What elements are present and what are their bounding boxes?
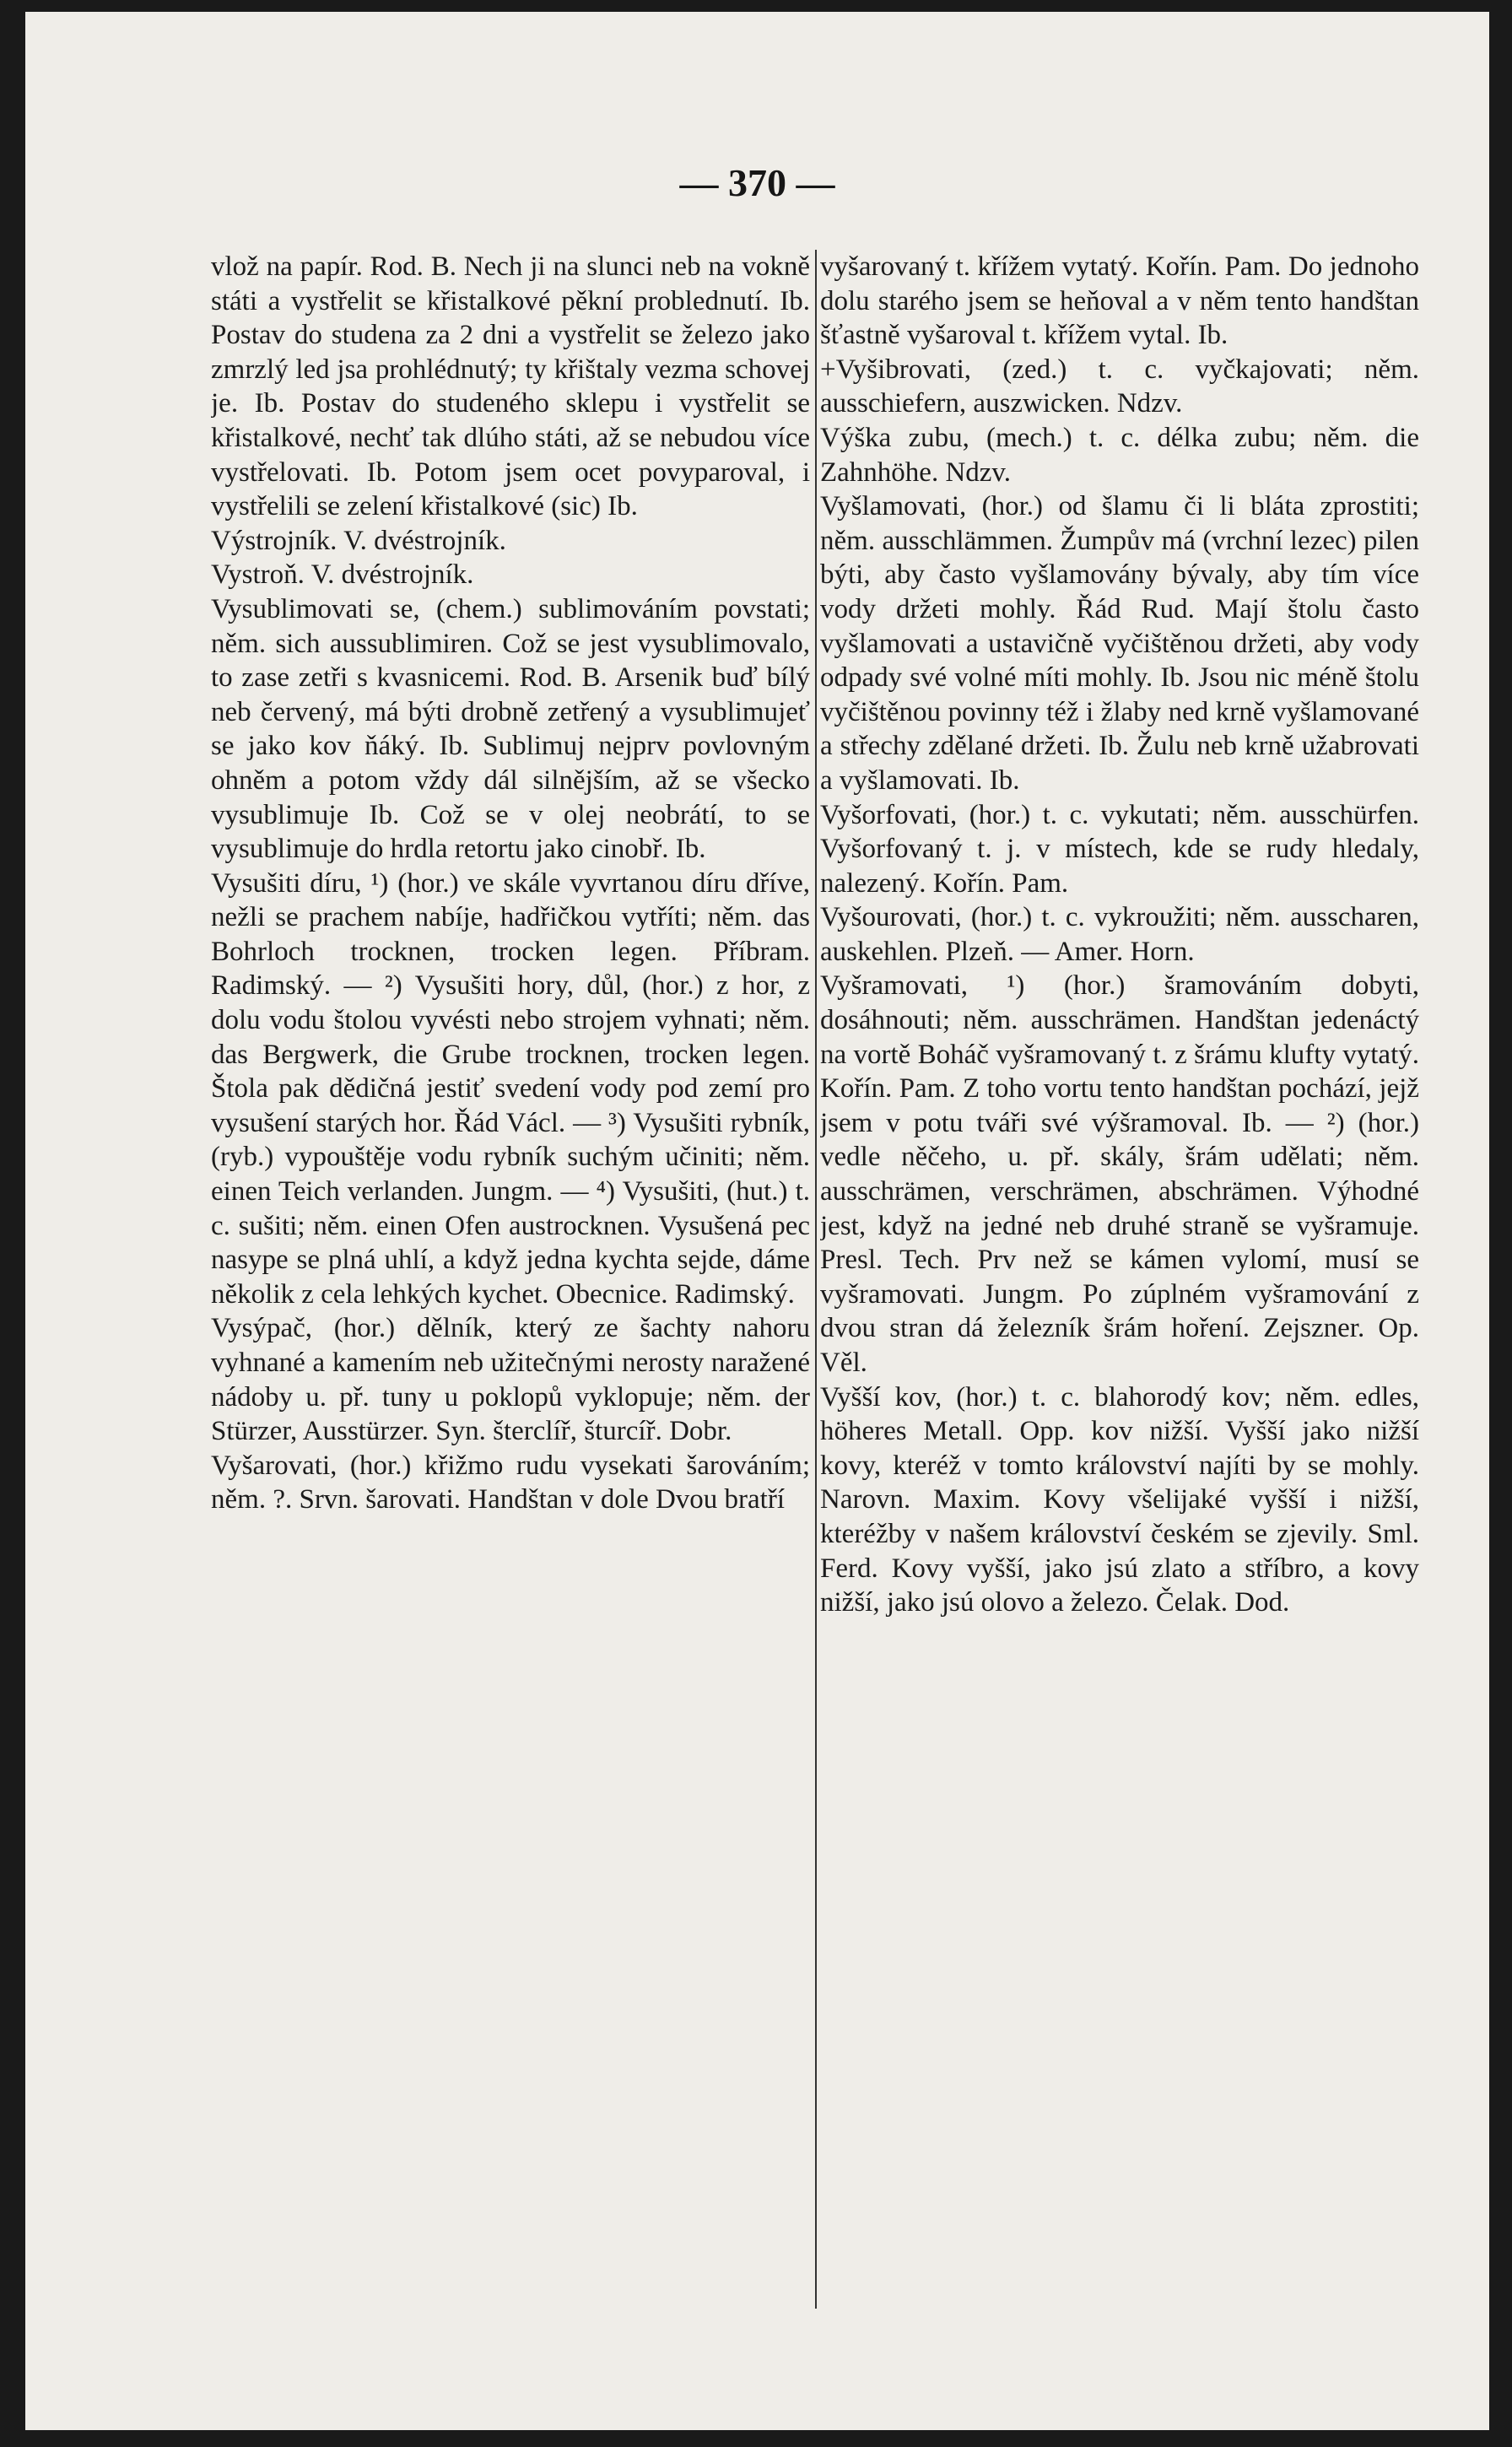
entry-vyssi-kov: Vyšší kov, (hor.) t. c. blahorodý kov; něm. edles, höheres Metall. Opp. kov nižší. Vyšší jako nižší kovy, kteréž v tomto království najíti by se mohly. Narovn. Maxim. Kovy všelijaké vyšší i nižší, kteréžby v našem království českém se zjevily. Sml. Ferd. Kovy vyšší, jako jsú zlato a stříbro, a kovy nižší, jako jsú olovo a železo. Čelak. Dod. — [820, 1381, 1419, 1618]
entry-vyska-zubu: Výška zubu, (mech.) t. c. délka zubu; něm. die Zahnhöhe. Ndzv. — [820, 422, 1419, 488]
entry-vystrojnik: Výstrojník. V. dvéstrojník. — [211, 525, 506, 556]
entry-continuation: vlož na papír. Rod. B. Nech ji na slunci neb na vokně státi a vystřelit se křistalkové pěkní problednutí. Ib. Postav do studena za 2 dni a vystřelit se železo jako zmrzlý led jsa prohlédnutý; ty křištaly vezma schovej je. Ib. Postav do studeného sklepu i vystřelit se křistalkové, nechť tak dlúho státi, až se nebudou více vystřelovati. Ib. Potom jsem ocet povyparoval, i vystřelili se zelení křistalkové (sic) Ib. — [211, 251, 810, 522]
column-divider — [815, 250, 817, 2309]
entry-vysibrovati: +Vyšibrovati, (zed.) t. c. vyčkajovati; něm. ausschiefern, auszwicken. Ndzv. — [820, 354, 1419, 419]
entry-vysourovati: Vyšourovati, (hor.) t. c. vykroužiti; něm. ausscharen, auskehlen. Plzeň. — Amer. Horn. — [820, 902, 1419, 967]
entry-vystron: Vystroň. V. dvéstrojník. — [211, 559, 474, 591]
dictionary-page — [25, 12, 1489, 2430]
left-column — [211, 250, 810, 2359]
entry-vysusiti: Vysušiti díru, ¹) (hor.) ve skále vyvrtanou díru dříve, nežli se prachem nabíje, hadřičkou vytříti; něm. das Bohrloch trocknen, trocken legen. Příbram. Radimský. — ²) Vysušiti hory, důl, (hor.) z hor, z dolu vodu štolou vyvésti nebo strojem vyhnati; něm. das Bergwerk, die Grube trocknen, trocken legen. Štola pak dědičná jestiť svedení vody pod zemí pro vysušení starých hor. Řád Václ. — ³) Vysušiti rybník, (ryb.) vypouštěje vodu rybník suchým učiniti; něm. einen Teich verlanden. Jungm. — ⁴) Vysušiti, (hut.) t. c. sušiti; něm. einen Ofen austrocknen. Vysušená pec nasype se plná uhlí, a když jedna kychta sejde, dáme několik z cela lehkých kychet. Obecnice. Radimský. — [211, 867, 810, 1310]
entry-vysramovati: Vyšramovati, ¹) (hor.) šramováním dobyti, dosáhnouti; něm. ausschrämen. Handštan jedenáctý na vortě Boháč vyšramovaný t. z šrámu klufty vytatý. Kořín. Pam. Z toho vortu tento handštan pochází, jejž jsem v potu tváři své výšramoval. Ib. — ²) (hor.) vedle něčeho, u. př. skály, šrám udělati; něm. ausschrämen, verschrämen, abschrämen. Výhodné jest, když na jedné neb druhé straně se vyšramuje. Presl. Tech. Prv než se kámen vylomí, musí se vyšramovati. Jungm. Po zúplném vyšramování z dvou stran dá železník šrám hoření. Zejszner. Op. Věl. — [820, 970, 1419, 1378]
entry-vyslamovati: Vyšlamovati, (hor.) od šlamu či li bláta zprostiti; něm. ausschlämmen. Žumpův má (vrchní lezec) pilen býti, aby často vyšlamovány bývaly, aby tím více vody držeti mohly. Řád Rud. Mají štolu často vyšlamovati a ustavičně vyčištěnou držeti, aby vody odpady své volné míti mohly. Ib. Jsou nic méně štolu vyčištěnou povinny též i žlaby ned krně vyšlamované a střechy zdělané držeti. Ib. Žulu neb krně užabrovati a vyšlamovati. Ib. — [820, 491, 1419, 796]
right-column — [820, 250, 1419, 2359]
entry-vysarovati: Vyšarovati, (hor.) křižmo rudu vysekati šarováním; něm. ?. Srvn. šarovati. Handštan v dole Dvou bratří — [211, 1450, 810, 1515]
entry-vysorfovati: Vyšorfovati, (hor.) t. c. vykutati; něm. ausschürfen. Vyšorfovaný t. j. v místech, kde se rudy hledaly, nalezený. Kořín. Pam. — [820, 799, 1419, 899]
entry-vysublimovati: Vysublimovati se, (chem.) sublimováním povstati; něm. sich aussublimiren. Což se jest vysublimovalo, to zase zetři s kvasnicemi. Rod. B. Arsenik buď bílý neb červený, má býti drobně zetřený a vysublimujeť se jako kov ňáký. Ib. Sublimuj nejprv povlovným ohněm a potom vždy dál silnějším, až se všecko vysublimuje Ib. Což se v olej neobrátí, to se vysublimuje do hrdla retortu jako cinobř. Ib. — [211, 593, 810, 865]
entry-vysarovati-continued: vyšarovaný t. křížem vytatý. Kořín. Pam. Do jednoho dolu starého jsem se heňoval a v něm tento handštan šťastně vyšaroval t. křížem vytal. Ib. — [820, 251, 1419, 351]
entry-vysypac: Vysýpač, (hor.) dělník, který ze šachty nahoru vyhnané a kamením neb užitečnými nerosty naražené nádoby u. př. tuny u poklopů vyklopuje; něm. der Stürzer, Ausstürzer. Syn. šterclíř, šturcíř. Dobr. — [211, 1313, 810, 1447]
page-number: — 370 — — [679, 161, 835, 204]
